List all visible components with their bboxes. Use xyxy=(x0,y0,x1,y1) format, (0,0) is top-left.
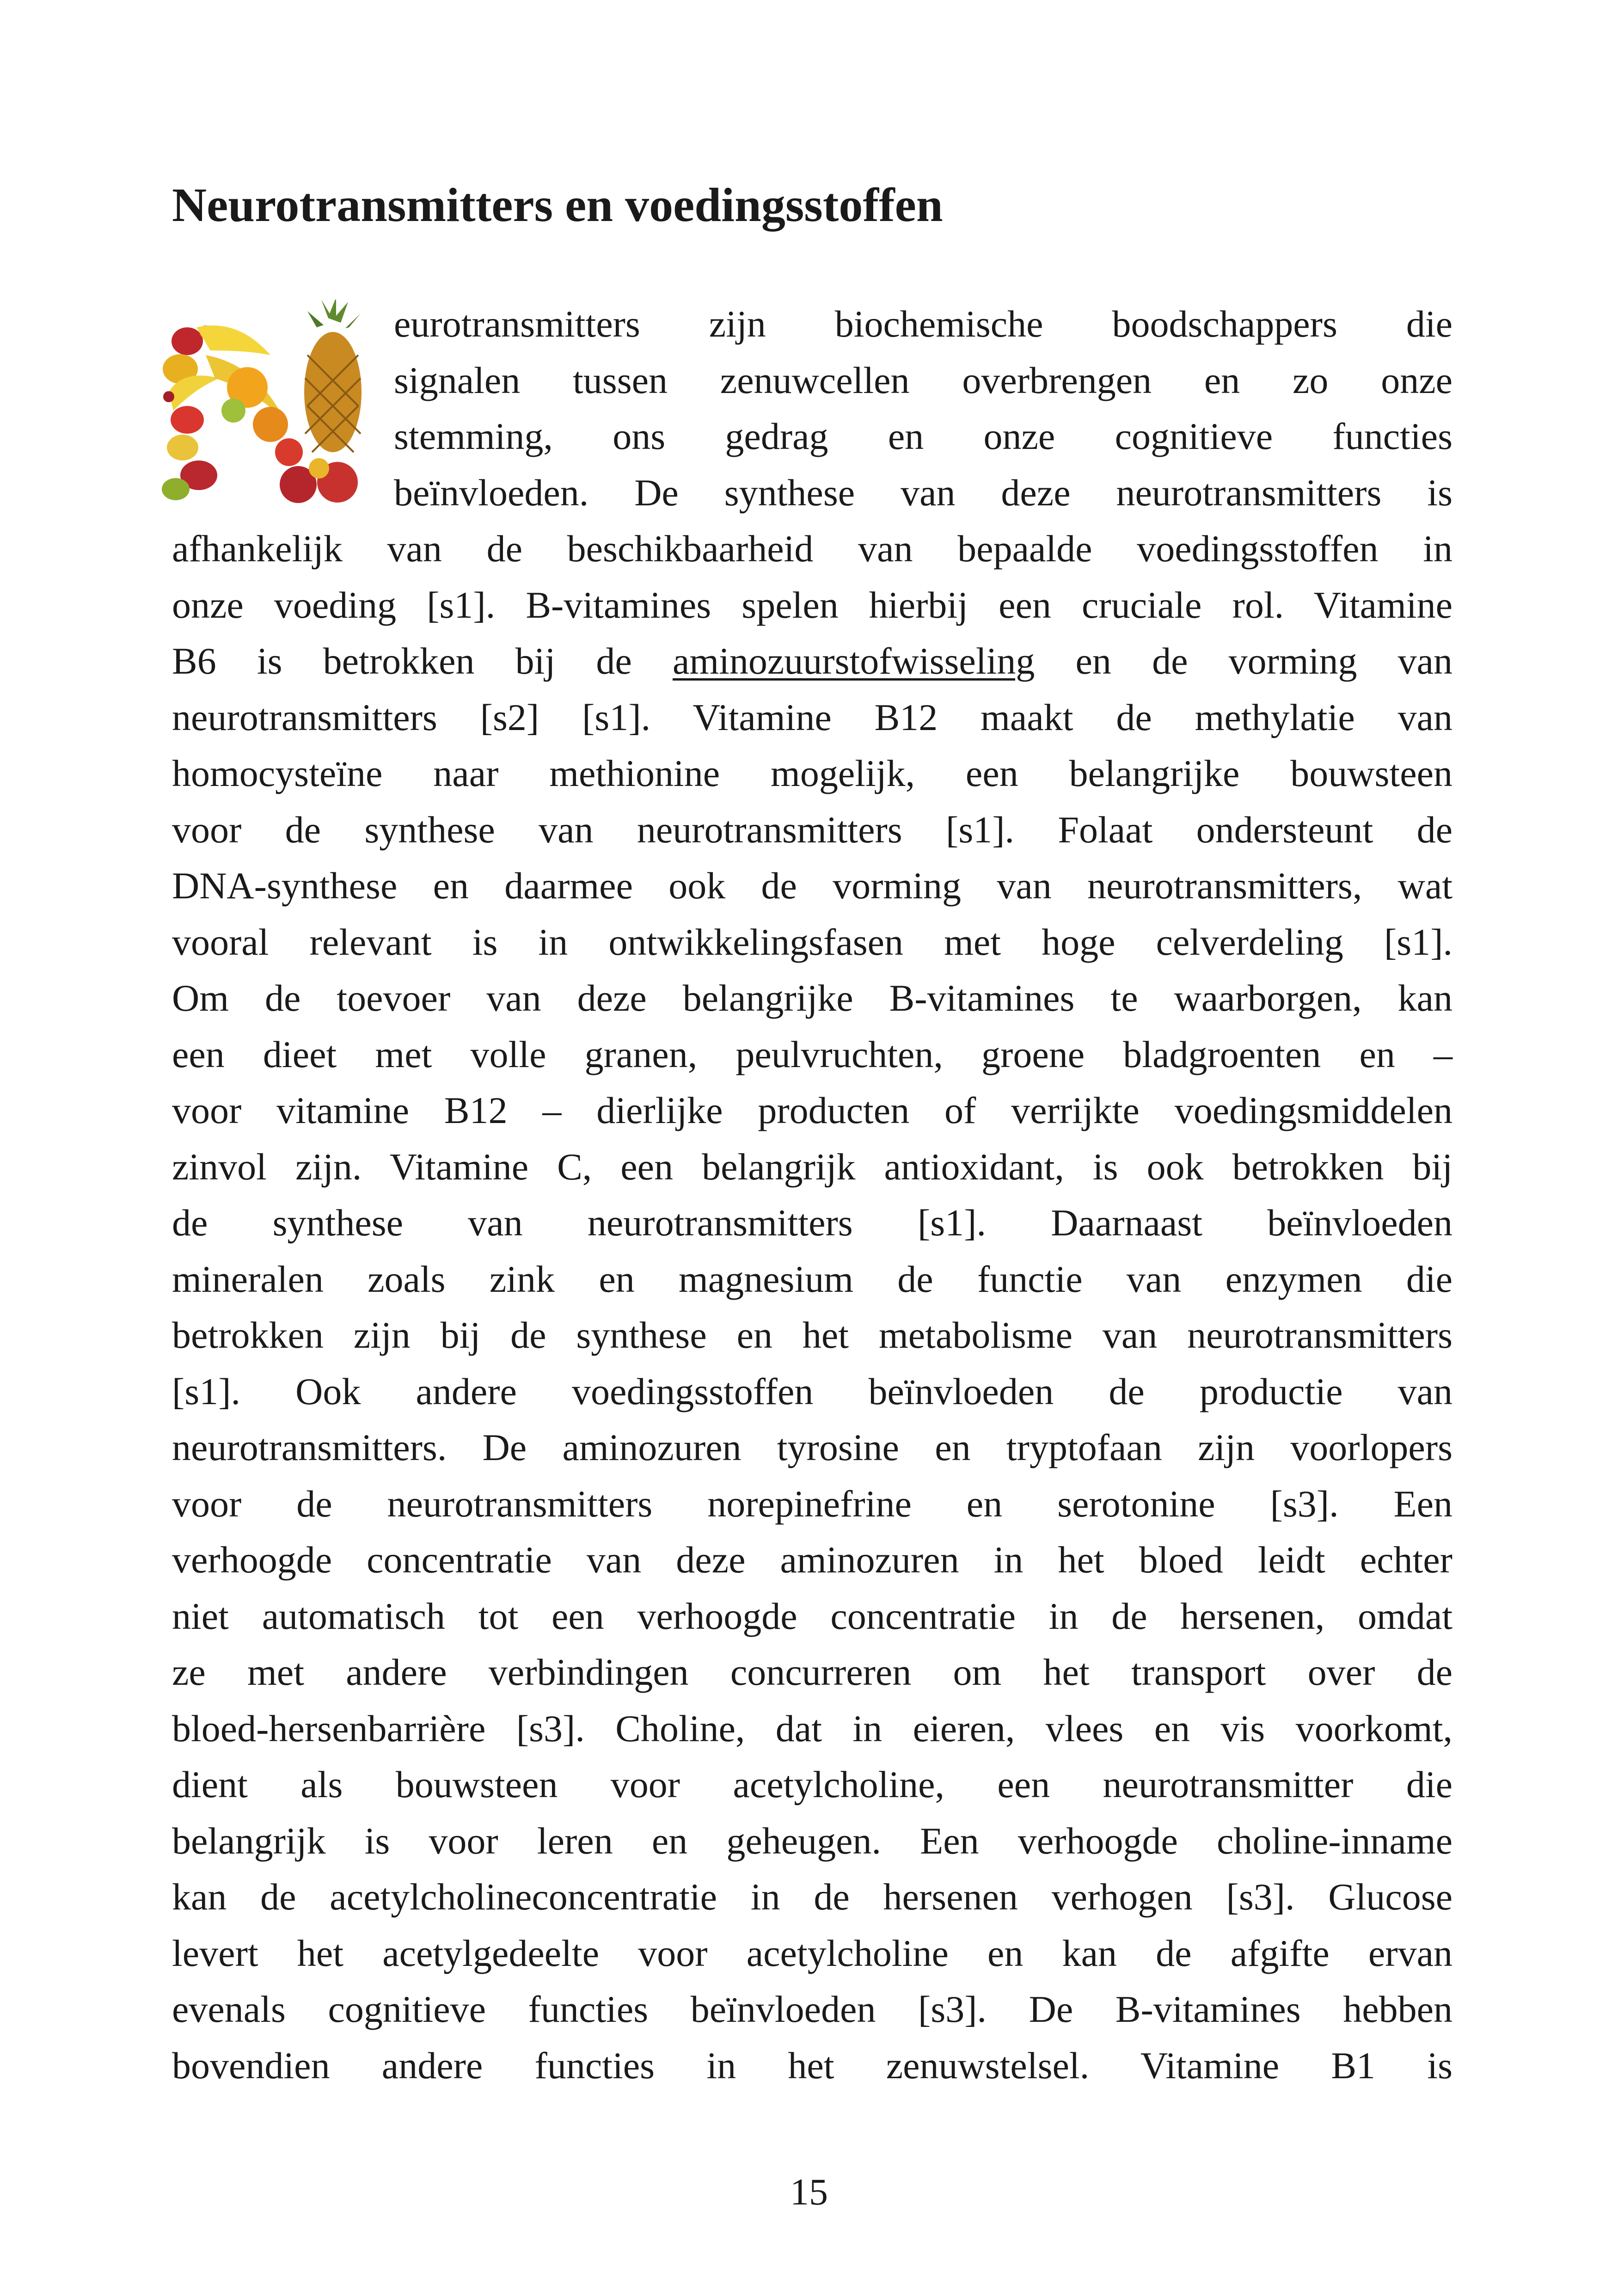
body-line: zinvol zijn. Vitamine C, een belangrijk antioxidant, is ook betrokken bij xyxy=(172,1145,1453,1188)
body-line: belangrijk is voor leren en geheugen. Een verhoogde choline-inname xyxy=(172,1819,1453,1862)
body-line: niet automatisch tot een verhoogde concentratie in de hersenen, omdat xyxy=(172,1595,1453,1637)
body-line: levert het acetylgedeelte voor acetylcholine en kan de afgifte ervan xyxy=(172,1932,1453,1974)
body-text xyxy=(172,296,1453,2093)
body-line: een dieet met volle granen, peulvruchten, groene bladgroenten en – xyxy=(172,1033,1453,1075)
body-line: voor de synthese van neurotransmitters [s1]. Folaat ondersteunt de xyxy=(172,808,1453,851)
body-line: homocysteïne naar methionine mogelijk, een belangrijke bouwsteen xyxy=(172,752,1453,794)
body-line: betrokken zijn bij de synthese en het metabolisme van neurotransmitters xyxy=(172,1314,1453,1356)
body-line: eurotransmitters zijn biochemische boodschappers die xyxy=(394,303,1453,345)
body-line: dient als bouwsteen voor acetylcholine, een neurotransmitter die xyxy=(172,1763,1453,1805)
body-line: kan de acetylcholineconcentratie in de hersenen verhogen [s3]. Glucose xyxy=(172,1876,1453,1918)
aminozuurstofwisseling-link[interactable]: aminozuurstofwisseling xyxy=(672,640,1035,682)
body-line: neurotransmitters [s2] [s1]. Vitamine B12 maakt de methylatie van xyxy=(172,696,1453,738)
body-line: onze voeding [s1]. B-vitamines spelen hierbij een cruciale rol. Vitamine xyxy=(172,583,1453,626)
body-line: de synthese van neurotransmitters [s1]. Daarnaast beïnvloeden xyxy=(172,1202,1453,1244)
page-number: 15 xyxy=(790,2171,828,2213)
body-line-with-link xyxy=(172,633,1453,689)
body-line: stemming, ons gedrag en onze cognitieve functies xyxy=(394,415,1453,457)
body-line: bovendien andere functies in het zenuwstelsel. Vitamine B1 is xyxy=(172,2044,1453,2087)
body-line: bloed-hersenbarrière [s3]. Choline, dat in eieren, vlees en vis voorkomt, xyxy=(172,1707,1453,1750)
body-line: afhankelijk van de beschikbaarheid van bepaalde voedingsstoffen in xyxy=(172,528,1453,570)
line-text-after-link: en de vorming van xyxy=(1075,640,1453,682)
body-line: neurotransmitters. De aminozuren tyrosine en tryptofaan zijn voorlopers xyxy=(172,1426,1453,1468)
body-line: evenals cognitieve functies beïnvloeden [s3]. De B-vitamines hebben xyxy=(172,1988,1453,2030)
body-line: DNA-synthese en daarmee ook de vorming van neurotransmitters, wat xyxy=(172,865,1453,907)
body-line: Om de toevoer van deze belangrijke B-vitamines te waarborgen, kan xyxy=(172,977,1453,1019)
body-line: beïnvloeden. De synthese van deze neurotransmitters is xyxy=(394,471,1453,514)
body-line: signalen tussen zenuwcellen overbrengen en zo onze xyxy=(394,359,1453,401)
body-line: [s1]. Ook andere voedingsstoffen beïnvloeden de productie van xyxy=(172,1370,1453,1412)
line-text-before-link: B6 is betrokken bij de xyxy=(172,640,632,682)
body-line: ze met andere verbindingen concurreren om het transport over de xyxy=(172,1651,1453,1693)
body-line: vooral relevant is in ontwikkelingsfasen met hoge celverdeling [s1]. xyxy=(172,921,1453,963)
body-line: mineralen zoals zink en magnesium de functie van enzymen die xyxy=(172,1258,1453,1300)
body-line: voor de neurotransmitters norepinefrine en serotonine [s3]. Een xyxy=(172,1482,1453,1525)
body-line: verhoogde concentratie van deze aminozuren in het bloed leidt echter xyxy=(172,1539,1453,1581)
body-line: voor vitamine B12 – dierlijke producten of verrijkte voedingsmiddelen xyxy=(172,1089,1453,1131)
page-title: Neurotransmitters en voedingsstoffen xyxy=(172,178,943,232)
